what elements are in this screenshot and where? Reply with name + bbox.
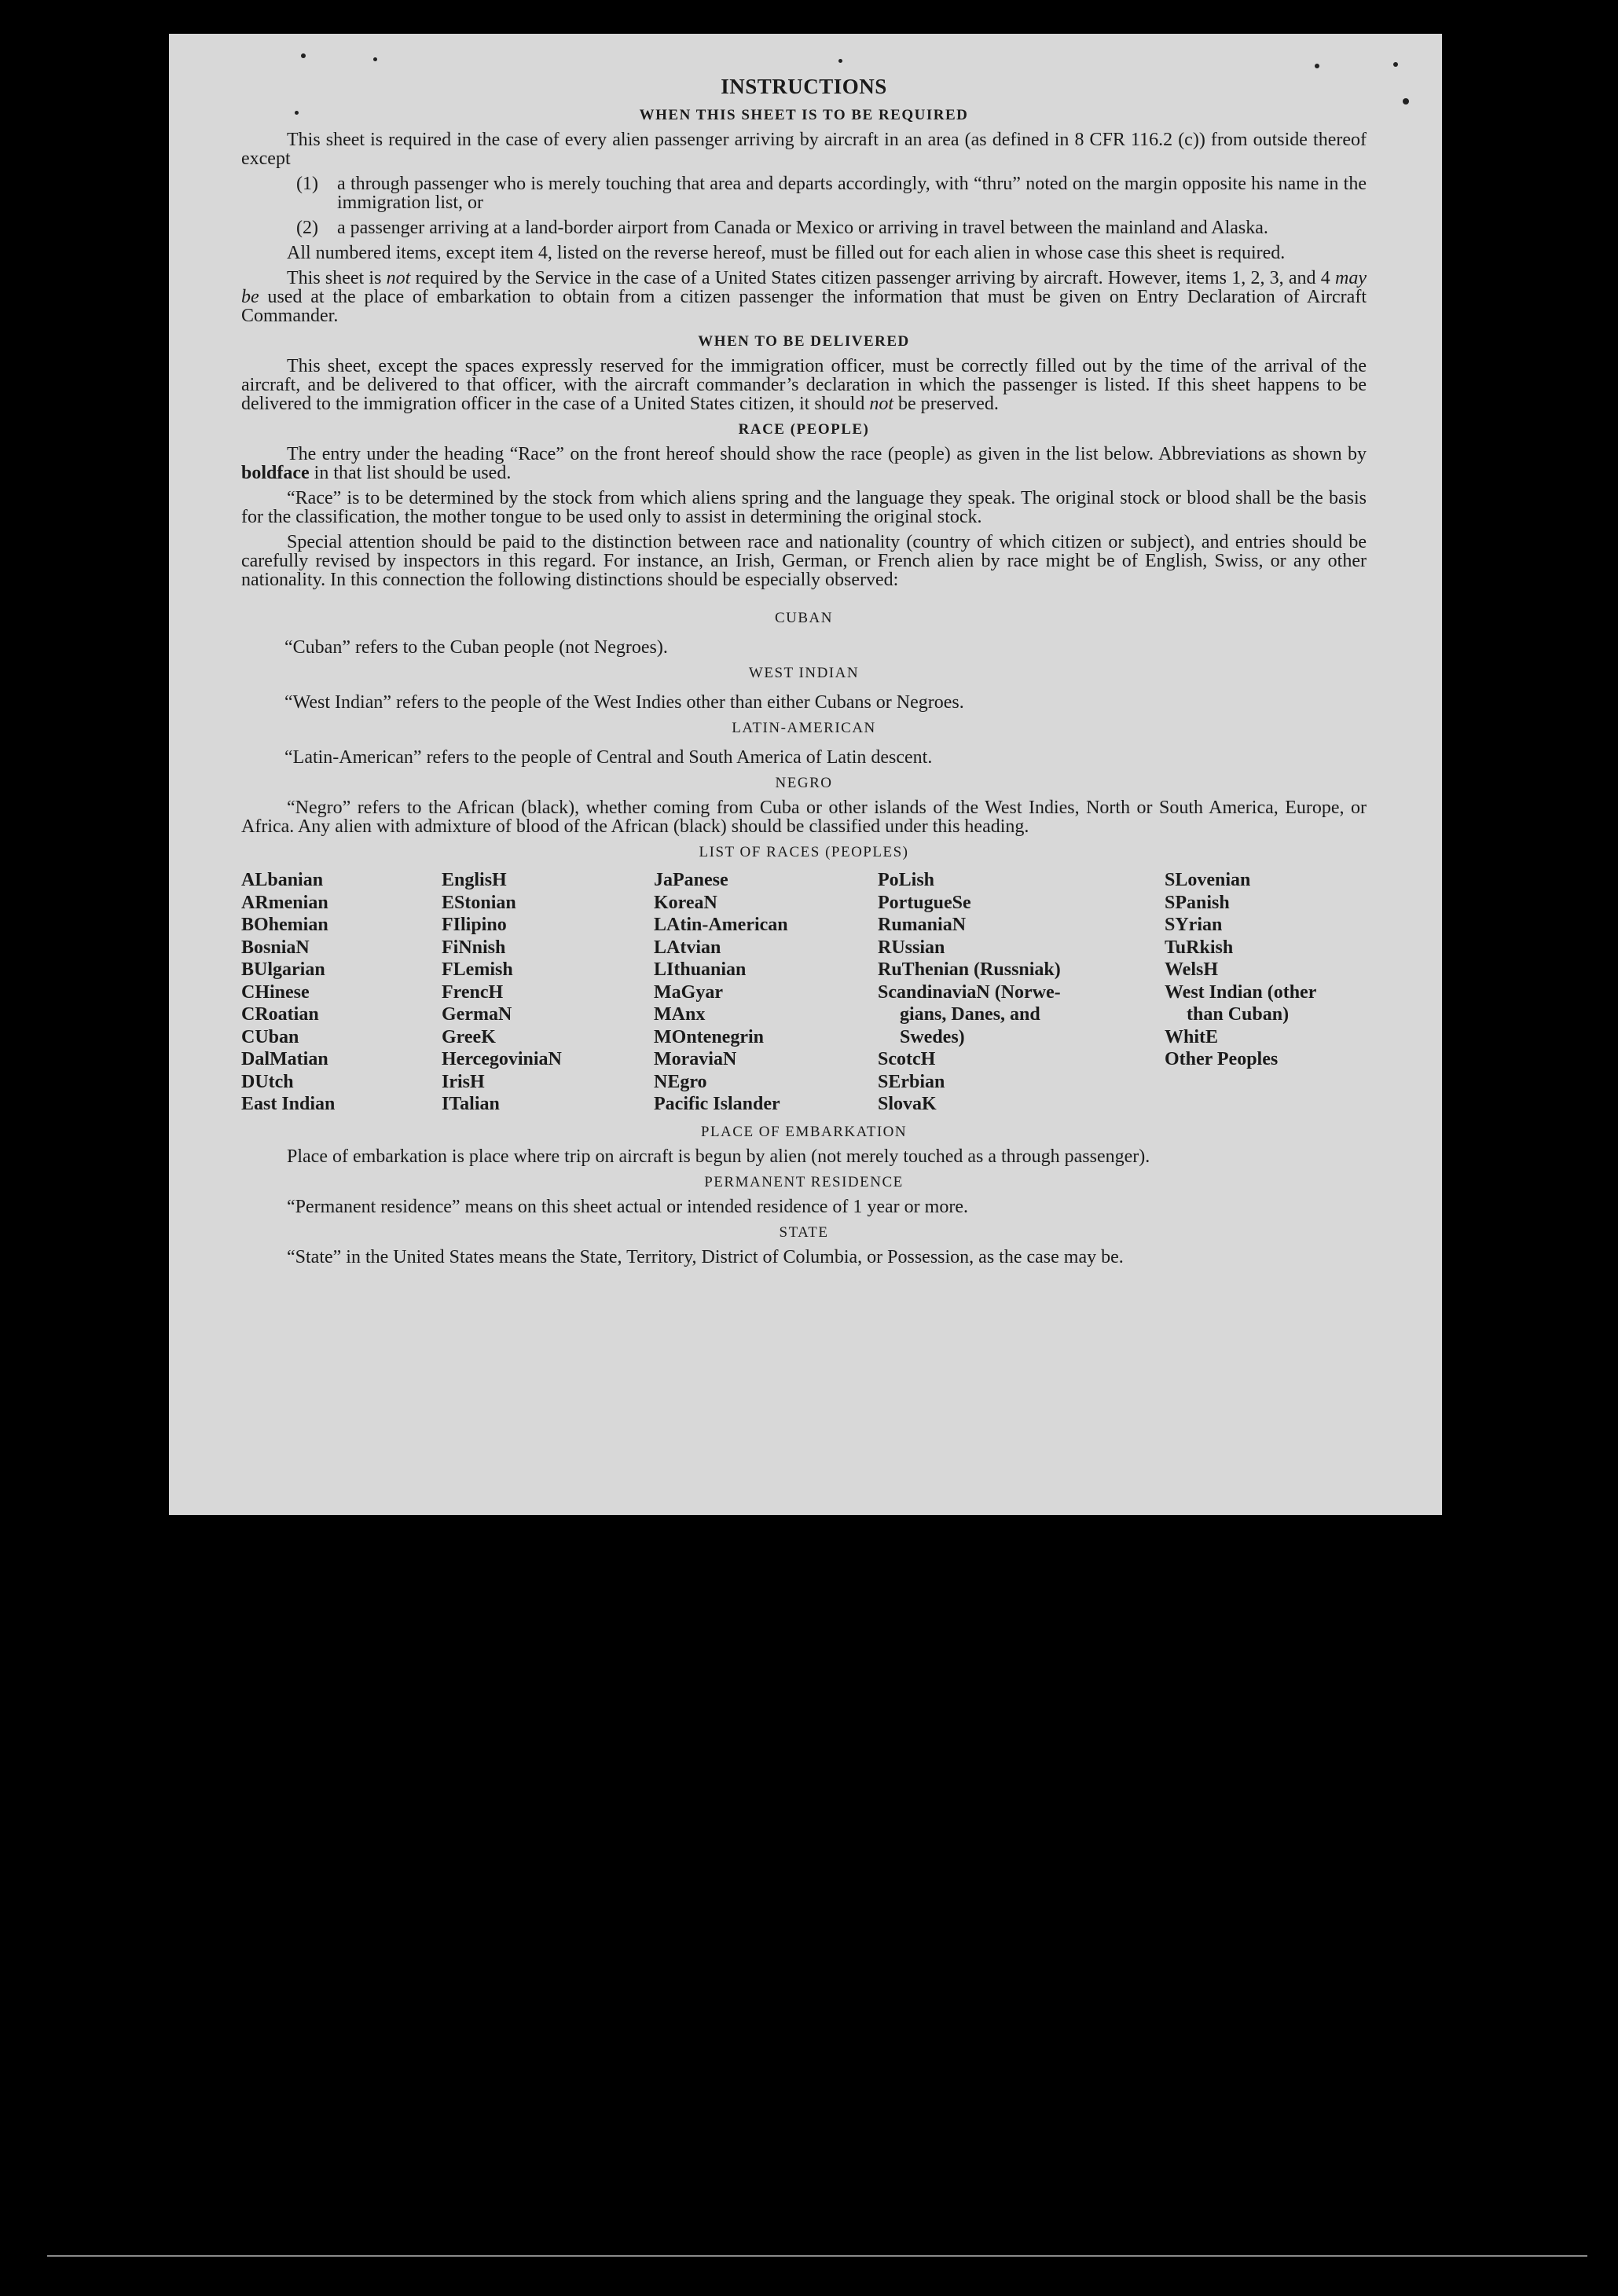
section-place-of-embarkation: PLACE OF EMBARKATION	[700, 1123, 908, 1140]
race-entry: MAnx	[654, 1004, 706, 1025]
race-entry: FIlipino	[442, 915, 507, 935]
race-entry: SLovenian	[1165, 870, 1251, 890]
race-entry: SlovaK	[878, 1094, 937, 1114]
exception-item	[241, 218, 1367, 237]
races-column-2	[442, 869, 654, 1116]
exceptions-list	[241, 174, 1367, 237]
permanent-residence-definition: “Permanent residence” means on this sheet actual or intended residence of 1 year or more.	[287, 1196, 968, 1217]
race-entry: MaGyar	[654, 981, 723, 1003]
race-entry: SPanish	[1165, 892, 1230, 913]
race-entry: EStonian	[442, 892, 516, 913]
west-indian-definition: “West Indian” refers to the people of the West Indies other than either Cubans or Negroes.	[284, 692, 964, 713]
section-when-delivered: WHEN TO BE DELIVERED	[698, 333, 910, 350]
race-entry: than Cuban)	[1187, 1004, 1290, 1025]
race-entry: GermaN	[442, 1004, 512, 1025]
latin-american-definition: “Latin-American” refers to the people of Central and South America of Latin descent.	[284, 747, 933, 768]
state-definition: “State” in the United States means the State, Territory, District of Columbia, or Possession, as the case may be.	[287, 1246, 1124, 1267]
text-run: The entry under the heading “Race” on the front hereof should show the race (people) as given in the list below. Abbreviations as shown by	[287, 444, 1367, 464]
race-entry: LAtin-American	[654, 915, 788, 935]
race-entry: ScotcH	[878, 1049, 936, 1069]
scan-speck	[1315, 64, 1319, 68]
race-entry: LAtvian	[654, 937, 721, 958]
races-column-1	[241, 869, 442, 1116]
race-paragraph-1	[241, 445, 1367, 482]
race-entry: DUtch	[241, 1071, 294, 1092]
section-list-of-races: LIST OF RACES (PEOPLES)	[699, 844, 909, 860]
exception-number: (1)	[296, 174, 318, 194]
section-west-indian: WEST INDIAN	[748, 665, 860, 681]
race-entry: ALbanian	[241, 870, 324, 890]
section-cuban: CUBAN	[774, 610, 833, 626]
scan-speck	[838, 59, 842, 63]
race-entry: FLemish	[442, 959, 513, 980]
race-entry: MoraviaN	[654, 1049, 737, 1069]
cuban-definition: “Cuban” refers to the Cuban people (not Negroes).	[284, 637, 668, 658]
race-entry: SYrian	[1165, 915, 1223, 935]
text-run: in that list should be used.	[309, 463, 512, 483]
race-entry: GreeK	[442, 1026, 496, 1047]
instruction-sheet	[169, 34, 1442, 1515]
required-paragraph-2: All numbered items, except item 4, listed on the reverse hereof, must be filled out for each alien in whose case this sheet is required.	[287, 243, 1286, 263]
race-entry: DalMatian	[241, 1049, 328, 1069]
races-column-3	[654, 869, 878, 1116]
race-paragraph-2: “Race” is to be determined by the stock from which aliens spring and the language they speak. The original stock or blood shall be the basis for the classification, the mother tongue to be used only to assist in determining the original stock.	[241, 488, 1367, 527]
race-entry: WhitE	[1165, 1026, 1219, 1047]
race-entry: KoreaN	[654, 892, 717, 913]
exception-text: a through passenger who is merely touching that area and departs accordingly, with “thru” noted on the margin opposite his name in the immigration list, or	[337, 174, 1367, 213]
races-column-5	[1165, 869, 1367, 1116]
scan-speck	[1403, 98, 1409, 105]
races-list	[241, 869, 1367, 1116]
section-latin-american: LATIN-AMERICAN	[732, 720, 876, 736]
race-entry: TuRkish	[1165, 937, 1234, 958]
race-entry: PortugueSe	[878, 892, 971, 913]
race-entry: Other Peoples	[1165, 1049, 1279, 1069]
race-entry: ITalian	[442, 1094, 500, 1114]
scan-edge-line	[47, 2255, 1587, 2257]
race-entry: HercegoviniaN	[442, 1049, 562, 1069]
race-entry: ScandinaviaN (Norwe-	[878, 981, 1061, 1003]
race-entry: West Indian (other	[1165, 981, 1317, 1003]
race-entry: CHinese	[241, 981, 310, 1003]
race-entry: WelsH	[1165, 959, 1219, 980]
page-title: INSTRUCTIONS	[721, 75, 887, 98]
race-entry: RumaniaN	[878, 915, 967, 935]
race-entry: gians, Danes, and	[900, 1004, 1040, 1025]
italic-run: may be	[241, 268, 1367, 307]
bold-run: boldface	[241, 463, 310, 483]
race-entry: FiNnish	[442, 937, 506, 958]
section-permanent-residence: PERMANENT RESIDENCE	[704, 1173, 904, 1190]
race-entry: ARmenian	[241, 892, 328, 913]
race-entry: MOntenegrin	[654, 1026, 764, 1047]
section-state: STATE	[779, 1223, 829, 1241]
scan-speck	[373, 57, 377, 61]
embarkation-definition: Place of embarkation is place where trip on aircraft is begun by alien (not merely touched as a through passenger).	[287, 1146, 1150, 1167]
required-intro: This sheet is required in the case of every alien passenger arriving by aircraft in an area (as defined in 8 CFR 116.2 (c)) from outside thereof except	[241, 130, 1367, 169]
race-entry: IrisH	[442, 1071, 485, 1092]
race-entry: PoLish	[878, 870, 935, 890]
race-entry: Pacific Islander	[654, 1094, 780, 1114]
exception-text: a passenger arriving at a land-border airport from Canada or Mexico or arriving in travel between the mainland and Alaska.	[337, 218, 1268, 238]
italic-run: not	[386, 268, 411, 288]
italic-run: not	[869, 394, 893, 414]
race-paragraph-3: Special attention should be paid to the distinction between race and nationality (country of which citizen or subject), and entries should be carefully revised by inspectors in this regard. For instance, an Irish, German, or French alien by race might be of English, Swiss, or any other nationality. In this connection the following distinctions should be especially observed:	[241, 532, 1367, 590]
race-entry: SErbian	[878, 1071, 945, 1092]
text-run: used at the place of embarkation to obtain from a citizen passenger the information that must be given on Entry Declaration of Aircraft Commander.	[241, 287, 1367, 326]
race-entry: CUban	[241, 1026, 299, 1047]
section-negro: NEGRO	[775, 775, 833, 791]
race-entry: FrencH	[442, 981, 504, 1003]
race-entry: BosniaN	[241, 937, 310, 958]
delivered-paragraph	[241, 357, 1367, 413]
text-run: This sheet is	[287, 268, 387, 288]
race-entry: JaPanese	[654, 870, 728, 890]
race-entry: BOhemian	[241, 915, 328, 935]
scan-speck	[295, 111, 299, 115]
race-entry: RuThenian (Russniak)	[878, 959, 1061, 980]
races-column-4	[878, 869, 1165, 1116]
race-entry: CRoatian	[241, 1004, 319, 1025]
race-entry: Swedes)	[900, 1026, 965, 1047]
scan-speck	[1393, 62, 1398, 67]
section-race: RACE (PEOPLE)	[738, 421, 870, 438]
text-run: This sheet, except the spaces expressly reserved for the immigration officer, must be correctly filled out by the time of the arrival of the aircraft, and be delivered to that officer, with the aircraft commander’s declaration in which the passenger is listed. If this sheet happens to be delivered to the immigration officer in the case of a United States citizen, it should	[241, 356, 1367, 414]
exception-item	[241, 174, 1367, 212]
race-entry: East Indian	[241, 1094, 336, 1114]
race-entry: NEgro	[654, 1071, 707, 1092]
exception-number: (2)	[296, 218, 318, 238]
scan-speck	[301, 53, 306, 58]
race-entry: RUssian	[878, 937, 945, 958]
negro-definition: “Negro” refers to the African (black), whether coming from Cuba or other islands of the West Indies, North or South America, Europe, or Africa. Any alien with admixture of blood of the African (black) should be classified under this heading.	[241, 798, 1367, 837]
race-entry: EnglisH	[442, 870, 507, 890]
section-when-required: WHEN THIS SHEET IS TO BE REQUIRED	[639, 107, 969, 123]
text-run: required by the Service in the case of a United States citizen passenger arriving by aircraft. However, items 1, 2, 3, and 4	[410, 268, 1336, 288]
race-entry: LIthuanian	[654, 959, 747, 980]
race-entry: BUlgarian	[241, 959, 325, 980]
required-paragraph-3	[241, 269, 1367, 325]
text-run: be preserved.	[893, 394, 999, 414]
